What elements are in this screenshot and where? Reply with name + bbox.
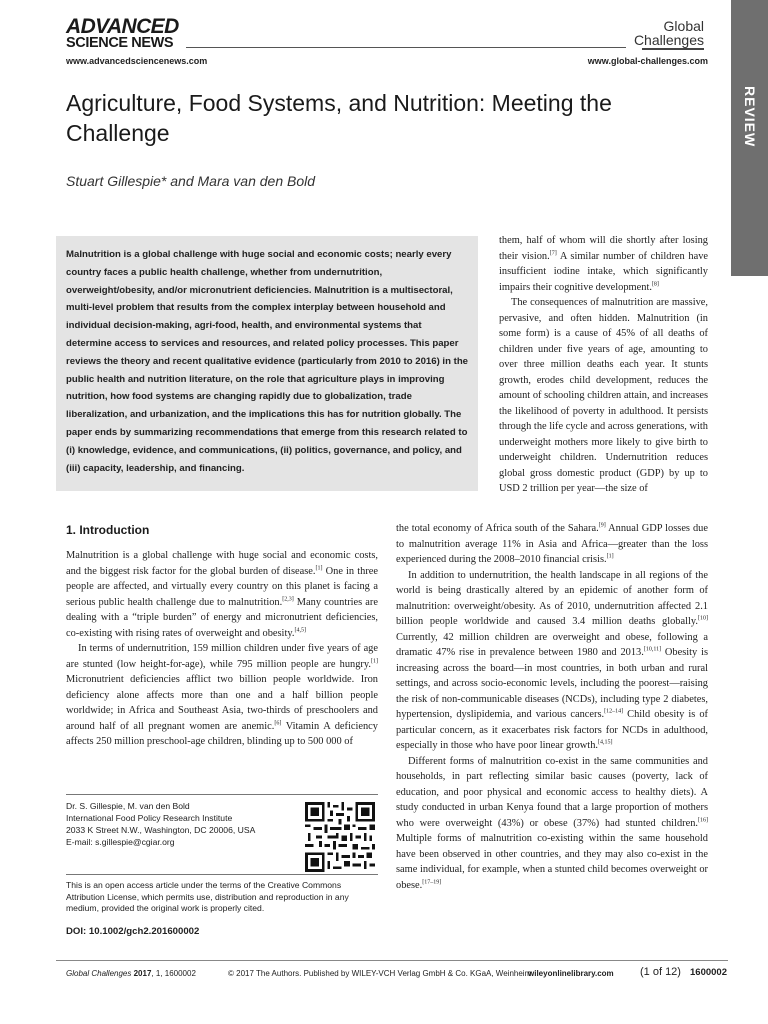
citation[interactable]: [10,11]	[643, 646, 662, 653]
text-run: Obesity is increasing across the board—in most countries, in both urban and rural settings, and across socio-economic levels, including the poorest—raising the risk of non-communicable diseases (NCDs), including type 2 diabetes, hypertension, dyslipidemia, and various cancers.	[396, 647, 709, 720]
text-run: Different forms of malnutrition co-exist in the same communities and households, in part reflecting similar basic causes (poverty, lack of education, and poor physical and economic access to healthy diets). A study conducted in urban Kenya found that a large proportion of mothers who were overweight (43%) or obese (37%) had stunted children.	[396, 755, 708, 829]
abstract-text: Malnutrition is a global challenge with huge social and economic costs; nearly every country faces a public health challenge, whether from undernutrition, overweight/obesity, and/or micronutrient deficiencies. Malnutrition is a multisectoral, multi-level problem that results from the complex interplay between household and individual decision-making, agri-food, health, and environmental systems that determine access to services and resources, and related policy processes. This paper reviews the theory and recent qualitative evidence (particularly from 2010 to 2016) in the public health and nutrition literature, on the role that agriculture plays in improving nutrition, how food systems are changing rapidly due to globalization, trade liberalization, and urbanization, and the implications this has for nutrition globally. The paper ends by summarizing recommendations that emerge from this research related to (i) knowledge, evidence, and communications, (ii) politics, governance, and policy, and (iii) capacity, leadership, and financing.	[66, 249, 469, 474]
text-run: Micronutrient deficiencies afflict two billion people worldwide. Iron deficiency alone affects more than one and a half billion people worldwide; in Africa and Southeast Asia, two-thirds of preschoolers and around half of all pregnant women are anemic.	[66, 674, 378, 732]
journal-logo	[634, 19, 704, 50]
publisher-logo	[66, 17, 179, 51]
body-column-right	[396, 521, 708, 893]
citation[interactable]: [1]	[606, 553, 614, 560]
header-rule	[186, 47, 626, 48]
text-run: One in three people are affected, and virtually every country on this planet is facing a serious public health challenge due to malnutrition.	[66, 565, 379, 608]
logo-line1: ADVANCED	[66, 15, 179, 38]
article-doi[interactable]: DOI: 10.1002/gch2.201600002	[66, 926, 200, 937]
citation[interactable]: [17–19]	[422, 879, 442, 886]
footnote-rule	[66, 874, 378, 875]
citation[interactable]: [1]	[371, 658, 378, 665]
footer-website[interactable]: wileyonlinelibrary.com	[528, 969, 614, 978]
body-column-right-top	[499, 233, 708, 497]
affiliation-institute: International Food Policy Research Institute	[66, 813, 233, 823]
footer-page-number: (1 of 12)	[640, 966, 681, 978]
text-run: Currently, 42 million children are overweight and obese, following a dramatic 47% rise in prevalence between 1980 and 2013.	[396, 631, 708, 658]
affiliation-email[interactable]: E-mail: s.gillespie@cgiar.org	[66, 837, 175, 847]
text-run: In addition to undernutrition, the health landscape in all regions of the world is being drastically altered by an epidemic of another form of malnutrition: overweight/obesity. As of 2010, undernutrition affected 2.1 billion people worldwide and caused 3.4 million deaths globally.	[396, 569, 708, 627]
abstract-box	[56, 236, 478, 491]
text-run: Many countries are dealing with a “triple burden” of energy and micronutrient deficiencies, co-existing with rising rates of overweight and obesity.	[66, 596, 378, 639]
paragraph	[396, 568, 708, 754]
journal-url[interactable]: www.global-challenges.com	[587, 56, 708, 66]
footnote-rule	[66, 794, 378, 795]
logo-line2: SCIENCE NEWS	[66, 35, 174, 51]
affiliation-names: Dr. S. Gillespie, M. van den Bold	[66, 801, 190, 811]
citation[interactable]: [8]	[651, 281, 659, 288]
section-heading: 1. Introduction	[66, 523, 150, 537]
footer-rule	[56, 960, 728, 961]
journal-line2: Challenges	[633, 32, 704, 48]
journal-line1: Global	[663, 18, 704, 34]
citation[interactable]: [12–14]	[604, 708, 624, 715]
article-authors: Stuart Gillespie* and Mara van den Bold	[66, 173, 316, 189]
author-affiliation	[66, 800, 296, 848]
citation[interactable]: [10]	[698, 615, 708, 622]
article-title: Agriculture, Food Systems, and Nutrition: Meeting the Challenge	[66, 90, 612, 146]
journal-underline	[642, 48, 704, 50]
affiliation-address: 2033 K Street N.W., Washington, DC 20006, USA	[66, 825, 256, 835]
citation[interactable]: [4,15]	[597, 739, 613, 746]
footer-citation	[66, 969, 196, 978]
paragraph	[396, 521, 708, 568]
footer-copyright: © 2017 The Authors. Published by WILEY-VCH Verlag GmbH & Co. KGaA, Weinheim	[228, 969, 532, 978]
paragraph: The consequences of malnutrition are massive, pervasive, and often hidden. Malnutrition (in some form) is a cause of 45% of all deaths of children under five years of age, amounting to over three million deaths each year. It stunts growth, erodes child development, reduces the amount of schooling children attain, and increases the likelihood of poverty in adulthood. It persists through the life cycle and across generations, with underweight mothers more likely to give birth to underweight children. Undernutrition reduces global gross domestic product (GDP) by up to USD 2 trillion per year—the size of	[499, 297, 708, 494]
footer-article-number: 1600002	[690, 967, 727, 978]
text-run: Annual GDP losses due to malnutrition average 11% in Asia and Africa—greater than the loss experienced during the 2008–2010 financial crisis.	[396, 523, 708, 565]
paragraph	[396, 754, 708, 894]
paragraph	[499, 233, 708, 295]
paragraph	[66, 548, 378, 641]
text-run: In terms of undernutrition, 159 million children under five years of age are stunted (low height-for-age), while 795 million people are hungry.	[66, 643, 378, 670]
citation[interactable]: [7]	[549, 250, 557, 257]
text-run: A similar number of children have insufficient iodine intake, which significantly impairs their cognitive development.	[499, 250, 709, 293]
footer-year: 2017	[133, 969, 152, 978]
text-run: Malnutrition is a global challenge with huge social and economic costs, and the biggest risk factor for the global burden of disease.	[66, 550, 378, 577]
footer-volume: , 1, 1600002	[151, 969, 196, 978]
text-run: them, half of whom will die shortly after losing their vision.	[499, 235, 708, 262]
text-run: Vitamin A deficiency affects 250 million preschool-age children, blinding up to 500 000 of	[66, 720, 378, 747]
section-tab	[731, 0, 768, 276]
citation[interactable]: [1]	[315, 565, 323, 572]
citation[interactable]: [16]	[698, 817, 708, 824]
citation[interactable]: [4,5]	[294, 627, 306, 634]
citation[interactable]: [2,3]	[282, 596, 294, 603]
qr-code-icon[interactable]	[305, 802, 375, 872]
text-run: Multiple forms of malnutrition co-existing within the same household have been observed in other countries, and they may also co-exist in the same individual, for example, when a stunted child becomes overweight or obese.	[396, 833, 708, 891]
footer-journal: Global Challenges	[66, 969, 132, 978]
text-run: Child obesity is of particular concern, as it exacerbates risk factors for NCDs in adulthood, especially in those who have poor linear growth.	[396, 709, 708, 751]
section-tab-label: REVIEW	[742, 86, 758, 148]
paragraph	[66, 641, 378, 750]
text-run: the total economy of Africa south of the Sahara.	[396, 523, 599, 534]
publisher-url[interactable]: www.advancedsciencenews.com	[66, 56, 208, 66]
body-column-left	[66, 548, 378, 750]
citation[interactable]: [9]	[598, 522, 606, 529]
license-note: This is an open access article under the terms of the Creative Commons Attribution License, which permits use, distribution and reproduction in any medium, provided the original work is properly cited.	[66, 880, 349, 913]
citation[interactable]: [6]	[274, 720, 282, 727]
